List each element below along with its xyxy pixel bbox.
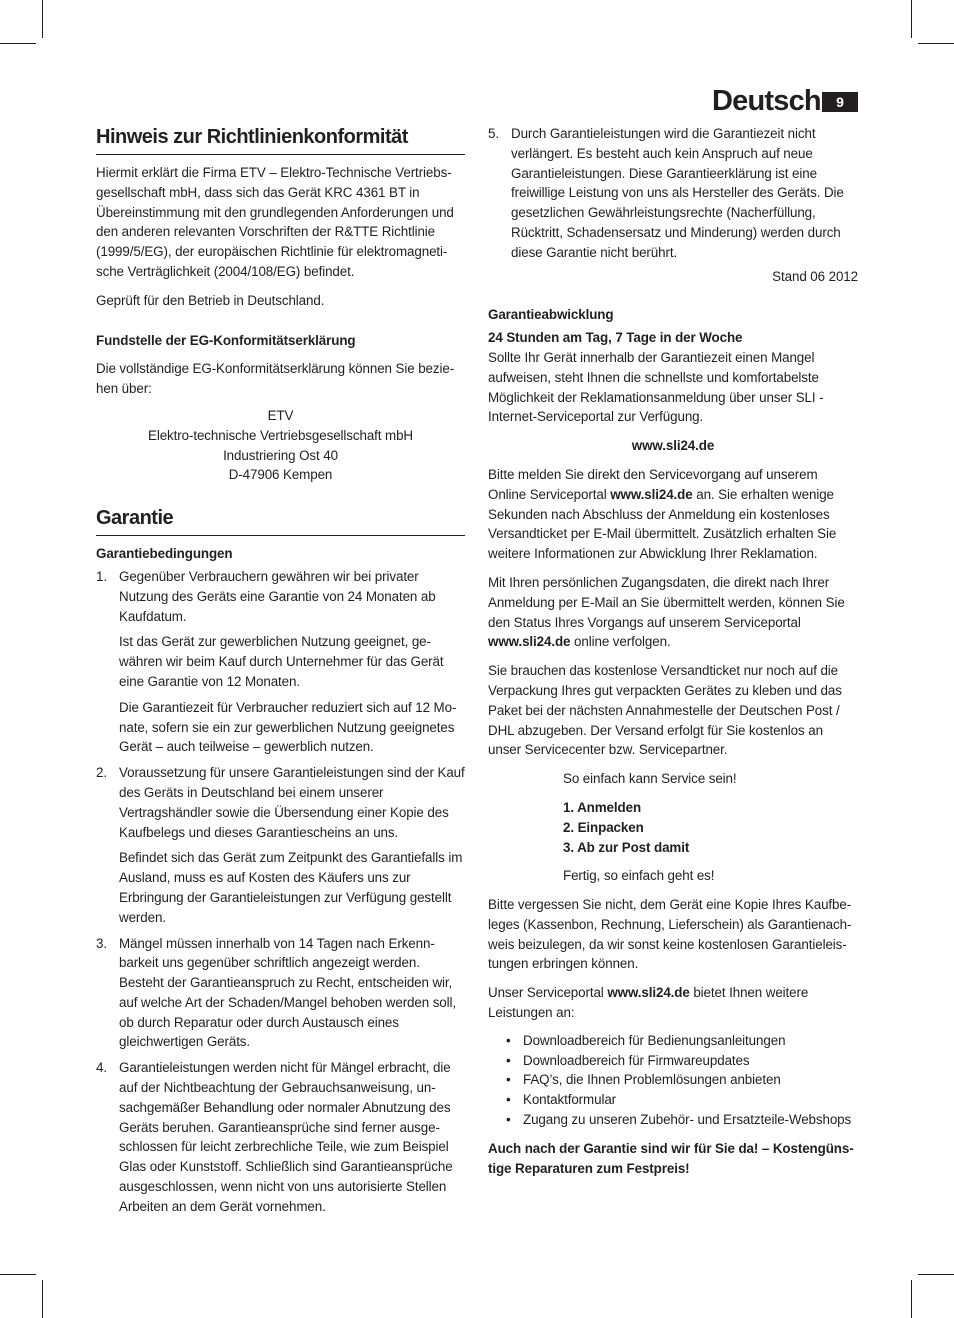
item-text: Mängel müssen innerhalb von 14 Tagen nach Erkenn-barkeit uns gegenüber schriftlich angezeigt werden. Besteht der Garantieanspruch zu Recht, entscheiden wir, auf welche Art der Schaden/Mangel behoben werden soll, ob durch Reparatur oder durch Austausch eines gleichwertigen Geräts.	[119, 935, 457, 1050]
text-span: an. Sie erhalten wenige Sekunden nach Abschluss der Anmeldung ein kostenloses Versandticket per E-Mail übermittelt. Zusätzlich erhalten Sie weitere Informationen zur Abwicklung Ihrer Reklamation.	[488, 486, 837, 562]
crop-mark	[42, 1280, 43, 1318]
address-line: D-47906 Kempen	[228, 467, 333, 483]
service-step: 3. Ab zur Post damit	[563, 839, 690, 855]
crop-mark	[0, 43, 36, 44]
text-span: online verfolgen.	[570, 634, 671, 650]
item-number: 2.	[96, 765, 107, 781]
list-item	[96, 1058, 465, 1216]
list-item: • Downloadbereich für Bedienungsanleitungen	[488, 1031, 858, 1051]
warranty-conditions-list-continued	[488, 124, 858, 263]
service-portal-link[interactable]: www.sli24.de	[631, 438, 715, 454]
page-language-title: Deutsch	[712, 85, 821, 117]
list-item: • Kontaktformular	[488, 1090, 858, 1110]
service-paragraph: Bitte vergessen Sie nicht, dem Gerät eine Kopie Ihres Kaufbe-leges (Kassenbon, Rechnung, Lieferschein) als Garantienach-weis beizulegen, da wir sonst keine kostenlosen Garantieleis-tungen erbringen können.	[488, 897, 852, 972]
conformity-tested-note: Geprüft für den Betrieb in Deutschland.	[96, 292, 325, 308]
item-number: 4.	[96, 1060, 107, 1076]
service-intro-paragraph: Sollte Ihr Gerät innerhalb der Garantiezeit einen Mangel aufweisen, steht Ihnen die schnellste und komfortabelste Möglichkeit der Reklamationsanmeldung über unser SLI -Internet-Serviceportal zur Verfügung.	[488, 349, 824, 425]
service-closing-statement: Auch nach der Garantie sind wir für Sie da! – Kostengüns-tige Reparaturen zum Festpreis!	[488, 1140, 854, 1176]
list-item: • FAQ’s, die Ihnen Problemlösungen anbieten	[488, 1070, 858, 1090]
warranty-version-date: Stand 06 2012	[772, 268, 858, 284]
list-item	[96, 934, 465, 1053]
list-item	[96, 763, 465, 927]
list-item	[96, 567, 465, 757]
service-paragraph	[488, 573, 858, 652]
address-line: ETV	[267, 407, 294, 423]
crop-mark	[918, 43, 954, 44]
crop-mark	[0, 1274, 36, 1275]
conformity-source-text: Die vollständige EG-Konformitätserklärung können Sie bezie-hen über:	[96, 361, 455, 397]
crop-mark	[42, 0, 43, 38]
service-portal-link[interactable]: www.sli24.de	[488, 634, 571, 650]
item-text: Garantieleistungen werden nicht für Mängel erbracht, die auf der Nichtbeachtung der Gebrauchsanweisung, un-sachgemäßer Behandlung oder normaler Abnutzung des Geräts beruhen. Garantieansprüche sind ferner ausge-schlossen für leicht zerbrechliche Teile, wie zum Beispiel Glas oder Kunststoff. Schließlich sind Garantieansprüche ausgeschlossen, wenn nicht von uns autorisierte Stellen Arbeiten an dem Gerät vornehmen.	[119, 1060, 453, 1214]
service-heading: Garantieabwicklung	[488, 307, 614, 323]
service-portal-link[interactable]: www.sli24.de	[607, 985, 690, 1001]
service-portal-link[interactable]: www.sli24.de	[610, 486, 693, 502]
warranty-conditions-list	[96, 567, 465, 1217]
item-text: Durch Garantieleistungen wird die Garantiezeit nicht verlängert. Es besteht auch kein Anspruch auf neue Garantieleistungen. Diese Garantieerklärung ist eine freiwillige Leistung von uns als Hersteller des Geräts. Die gesetzlichen Gewährleistungsrechte (Nacherfüllung, Rücktritt, Schadensersatz und Minderung) werden durch diese Garantie nicht berührt.	[511, 126, 844, 260]
item-text: Befindet sich das Gerät zum Zeitpunkt des Garantiefalls im Ausland, muss es auf Kosten des Käufers uns zur Erbringung der Garantieleistungen zur Verfügung gestellt werden.	[119, 850, 463, 925]
text-span: Bitte melden Sie direkt den Servicevorgang auf unserem Online Serviceportal	[488, 466, 818, 502]
service-steps-list	[563, 798, 858, 857]
conformity-source-heading: Fundstelle der EG-Konformitätserklärung	[96, 332, 356, 348]
service-subheading: 24 Stunden am Tag, 7 Tage in der Woche	[488, 330, 743, 346]
list-item: • Downloadbereich für Firmwareupdates	[488, 1051, 858, 1071]
list-item: • Zugang zu unseren Zubehör- und Ersatzteile-Webshops	[488, 1110, 858, 1130]
item-text: Ist das Gerät zur gewerblichen Nutzung geeignet, ge-währen wir beim Kauf durch Unternehmer für das Gerät eine Garantie von 12 Monaten.	[119, 634, 444, 689]
manufacturer-address	[96, 406, 465, 485]
crop-mark	[911, 0, 912, 38]
text-span: Unser Serviceportal	[488, 985, 608, 1001]
page-number-badge: 9	[822, 92, 858, 112]
item-text: Voraussetzung für unsere Garantieleistungen sind der Kauf des Geräts in Deutschland bei einem unserer Vertragshändler sowie die Übersendung einer Kopie des Kaufbelegs und dieses Garantiescheins an uns.	[119, 765, 465, 840]
left-column	[96, 124, 465, 1223]
warranty-heading: Garantie	[96, 505, 465, 536]
service-paragraph	[488, 465, 858, 564]
item-number: 5.	[488, 126, 499, 141]
service-step: 2. Einpacken	[563, 819, 644, 835]
service-paragraph: Sie brauchen das kostenlose Versandticket nur noch auf die Verpackung Ihres gut verpackten Gerätes zu kleben und das Paket bei der nächsten Annahmestelle der Deutschen Post / DHL abzugeben. Der Versand erfolgt für Sie kostenlos an unser Servicecenter bzw. Servicepartner.	[488, 663, 842, 758]
address-line: Elektro-technische Vertriebsgesellschaft mbH	[147, 427, 414, 443]
text-span: bietet Ihnen weitere Leistungen an:	[488, 985, 809, 1021]
crop-mark	[918, 1274, 954, 1275]
service-steps-intro: So einfach kann Service sein!	[563, 771, 737, 787]
service-paragraph	[488, 983, 858, 1023]
conformity-paragraph: Hiermit erklärt die Firma ETV – Elektro-Technische Vertriebs-gesellschaft mbH, dass sich das Gerät KRC 4361 BT in Übereinstimmung mit den grundlegenden Anforderungen und den anderen relevanten Vorschriften der R&TTE Richtlinie (1999/5/EG), der europäischen Richtlinie für elektromagneti-sche Verträglichkeit (2004/108/EG) befindet.	[96, 165, 454, 279]
service-step: 1. Anmelden	[563, 799, 642, 815]
service-steps-block	[488, 769, 858, 886]
text-span: Mit Ihren persönlichen Zugangsdaten, die direkt nach Ihrer Anmeldung per E-Mail an Sie übermittelt werden, können Sie den Status Ihres Vorgangs auf unserem Serviceportal	[488, 574, 845, 630]
list-item	[488, 124, 858, 263]
item-text: Gegenüber Verbrauchern gewähren wir bei privater Nutzung des Geräts eine Garantie von 24 Monaten ab Kaufdatum.	[119, 568, 436, 624]
item-number: 1.	[96, 568, 107, 584]
warranty-conditions-heading: Garantiebedingungen	[96, 546, 233, 562]
address-line: Industriering Ost 40	[223, 447, 338, 463]
service-steps-outro: Fertig, so einfach geht es!	[563, 868, 715, 884]
conformity-heading: Hinweis zur Richtlinienkonformität	[96, 124, 465, 155]
item-text: Die Garantiezeit für Verbraucher reduziert sich auf 12 Mo-nate, sofern sie ein zur gewerblichen Nutzung geeignetes Gerät – auch teilweise – gewerblich nutzen.	[119, 699, 457, 755]
service-features-list	[488, 1031, 858, 1130]
right-column	[488, 124, 858, 1178]
item-number: 3.	[96, 935, 107, 951]
crop-mark	[911, 1280, 912, 1318]
